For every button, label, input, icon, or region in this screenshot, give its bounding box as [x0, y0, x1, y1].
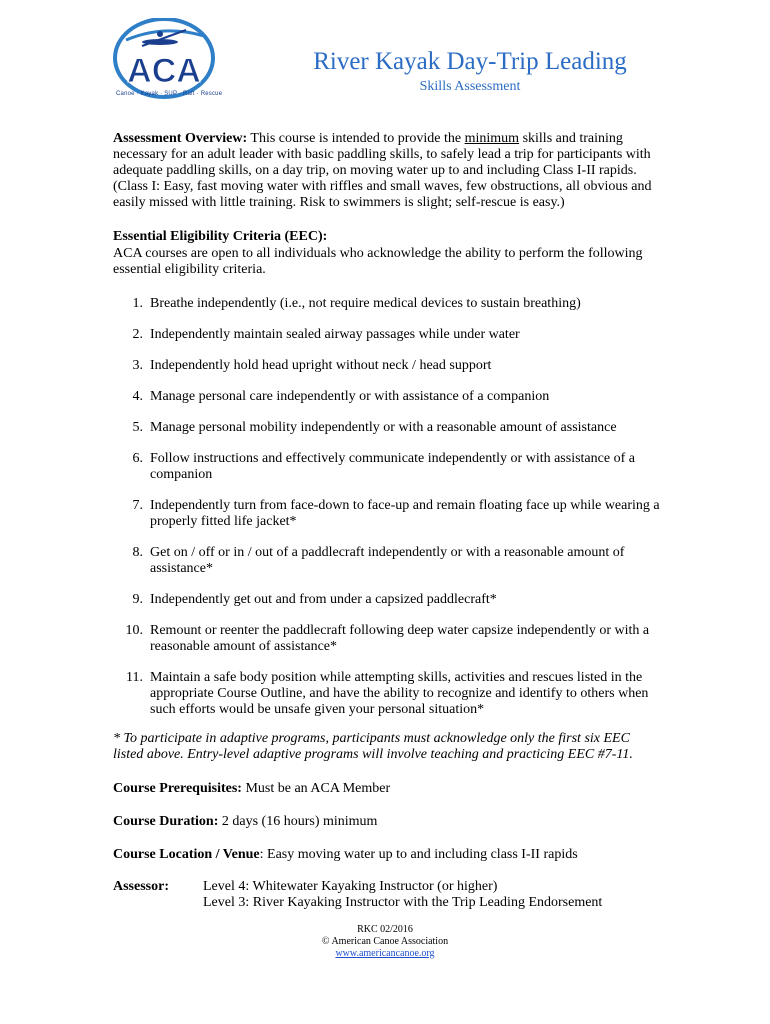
eec-item-number: 5.: [132, 420, 143, 435]
eec-item-number: 4.: [132, 389, 143, 404]
page-title: River Kayak Day-Trip Leading: [313, 48, 627, 75]
eec-intro: ACA courses are open to all individuals who acknowledge the ability to perform the following essential eligibility criteria.: [113, 246, 643, 277]
location-value: : Easy moving water up to and including class I-II rapids: [259, 847, 578, 862]
assessor-level-item: Level 3: River Kayaking Instructor with the Trip Leading Endorsement: [203, 895, 603, 910]
overview-text-before: This course is intended to provide the: [247, 131, 465, 146]
assessment-overview: [113, 131, 663, 211]
page-subtitle: Skills Assessment: [419, 79, 521, 94]
eec-item: [113, 451, 663, 483]
eec-item-number: 1.: [132, 296, 143, 311]
eec-item: [113, 498, 663, 530]
eec-item: [113, 670, 663, 718]
eec-item-text: Independently get out and from under a capsized paddlecraft*: [150, 592, 497, 607]
eec-item: [113, 358, 663, 374]
eec-item-text: Manage personal care independently or with assistance of a companion: [150, 389, 550, 404]
location-label: Course Location / Venue: [113, 847, 260, 862]
eec-list: [113, 296, 663, 733]
eec-item-text: Breathe independently (i.e., not require medical devices to sustain breathing): [150, 296, 581, 311]
overview-text-after: skills and training necessary for an adult leader with basic paddling skills, to safely lead a trip for participants with adequate paddling skills, on a day trip, on moving water up to and including Class I-II rapids. (Class I: Easy, fast moving water with riffles and small waves, few obstructions, all obvious and easily missed with little training. Risk to swimmers is slight; self-rescue is easy.): [113, 131, 652, 210]
duration-value: 2 days (16 hours) minimum: [218, 814, 378, 829]
footer-copyright: © American Canoe Association: [321, 936, 449, 947]
logo-paddler: [157, 31, 163, 37]
eec-item-text: Follow instructions and effectively communicate independently or with assistance of a companion: [150, 451, 635, 482]
footer: [235, 924, 535, 960]
eec-item: [113, 327, 663, 343]
eec-heading: [113, 229, 663, 245]
eec-item: [113, 545, 663, 577]
course-prerequisites: [113, 781, 673, 797]
logo-tagline: Canoe · Kayak · SUP · Raft · Rescue: [116, 91, 223, 97]
eec-item-number: 3.: [132, 358, 143, 373]
eec-item-number: 9.: [132, 592, 143, 607]
footer-code: RKC 02/2016: [357, 924, 413, 935]
prereq-value: Must be an ACA Member: [241, 781, 391, 796]
eec-item: [113, 623, 663, 655]
eec-item-text: Get on / off or in / out of a paddlecraft independently or with a reasonable amount of assistance*: [150, 545, 625, 576]
assessor-levels: [203, 879, 673, 911]
eec-item-number: 8.: [132, 545, 143, 560]
eec-item-text: Remount or reenter the paddlecraft following deep water capsize independently or with a reasonable amount of assistance*: [150, 623, 650, 654]
eec-item: [113, 296, 663, 312]
eec-item: [113, 389, 663, 405]
eec-item-text: Manage personal mobility independently or with a reasonable amount of assistance: [150, 420, 617, 435]
course-location: [113, 847, 673, 863]
eec-item-text: Independently maintain sealed airway passages while under water: [150, 327, 520, 342]
eec-item-text: Maintain a safe body position while attempting skills, activities and rescues listed in the appropriate Course Outline, and have the ability to recognize and identify to others when such efforts would be unsafe given your personal situation*: [150, 670, 649, 717]
eec-item-text: Independently hold head upright without neck / head support: [150, 358, 492, 373]
eec-item: [113, 420, 663, 436]
eec-heading-text: Essential Eligibility Criteria (EEC):: [113, 229, 328, 244]
prereq-label: Course Prerequisites:: [113, 781, 242, 796]
eec-item-number: 10.: [125, 623, 143, 638]
eec-item-number: 2.: [132, 327, 143, 342]
eec-item-number: 7.: [132, 498, 143, 513]
adaptive-programs-note: * To participate in adaptive programs, participants must acknowledge only the first six EEC listed above. Entry-level adaptive programs will involve teaching and practicing EEC #7-11.: [113, 731, 633, 762]
overview-underlined: minimum: [464, 131, 520, 146]
assessor-label: Assessor:: [113, 879, 169, 894]
eec-item-number: 11.: [126, 670, 143, 685]
eec-item: [113, 592, 663, 608]
eec-item-text: Independently turn from face-down to face-up and remain floating face up while wearing a properly fitted life jacket*: [150, 498, 660, 529]
duration-label: Course Duration:: [113, 814, 219, 829]
course-duration: [113, 814, 673, 830]
assessor-level-item: Level 4: Whitewater Kayaking Instructor (or higher): [203, 879, 498, 894]
logo-text: ACA: [127, 52, 201, 90]
overview-label: Assessment Overview:: [113, 131, 248, 146]
eec-item-number: 6.: [132, 451, 143, 466]
footer-website-link[interactable]: www.americancanoe.org: [335, 948, 435, 959]
logo-kayak: [142, 39, 178, 45]
